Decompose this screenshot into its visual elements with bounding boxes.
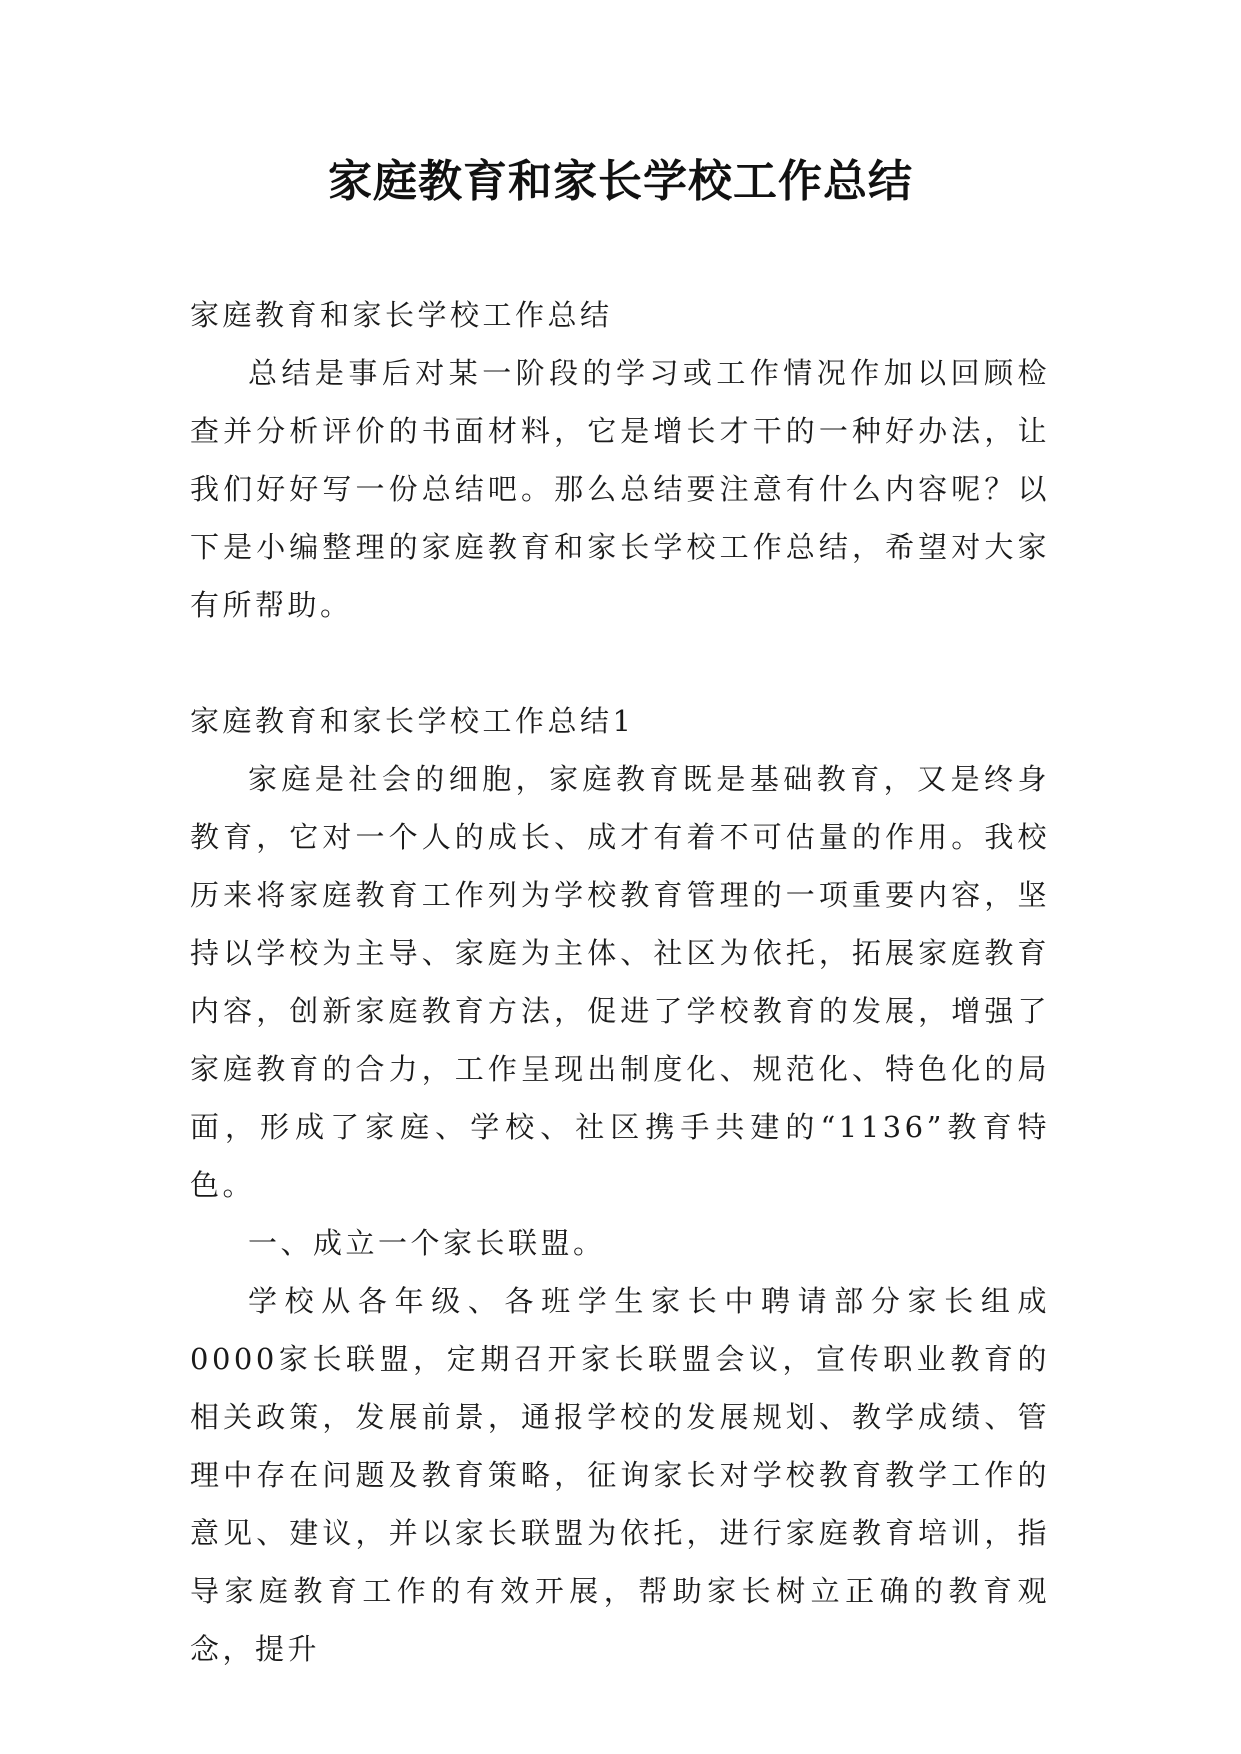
section-paragraph: 家庭是社会的细胞，家庭教育既是基础教育，又是终身教育，它对一个人的成长、成才有着不可估量的作用。我校历来将家庭教育工作列为学校教育管理的一项重要内容，坚持以学校为主导、家庭为主体、社区为依托，拓展家庭教育内容，创新家庭教育方法，促进了学校教育的发展，增强了家庭教育的合力，工作呈现出制度化、规范化、特色化的局面，形成了家庭、学校、社区携手共建的“1136”教育特色。 (190, 762, 1050, 1202)
section-heading: 家庭教育和家长学校工作总结1 (190, 704, 635, 738)
document-body (190, 286, 1050, 1678)
section-paragraph: 学校从各年级、各班学生家长中聘请部分家长组成0000家长联盟，定期召开家长联盟会议，宣传职业教育的相关政策，发展前景，通报学校的发展规划、教学成绩、管理中存在问题及教育策略，征询家长对学校教育教学工作的意见、建议，并以家长联盟为依托，进行家庭教育培训，指导家庭教育工作的有效开展，帮助家长树立正确的教育观念，提升 (190, 1284, 1050, 1666)
document-subtitle: 家庭教育和家长学校工作总结 (190, 298, 613, 332)
paragraph-spacer (190, 634, 1050, 692)
document-title: 家庭教育和家长学校工作总结 (328, 156, 913, 207)
section-item-heading: 一、成立一个家长联盟。 (248, 1226, 606, 1260)
intro-paragraph: 总结是事后对某一阶段的学习或工作情况作加以回顾检查并分析评价的书面材料，它是增长才干的一种好办法，让我们好好写一份总结吧。那么总结要注意有什么内容呢？以下是小编整理的家庭教育和家长学校工作总结，希望对大家有所帮助。 (190, 356, 1050, 622)
